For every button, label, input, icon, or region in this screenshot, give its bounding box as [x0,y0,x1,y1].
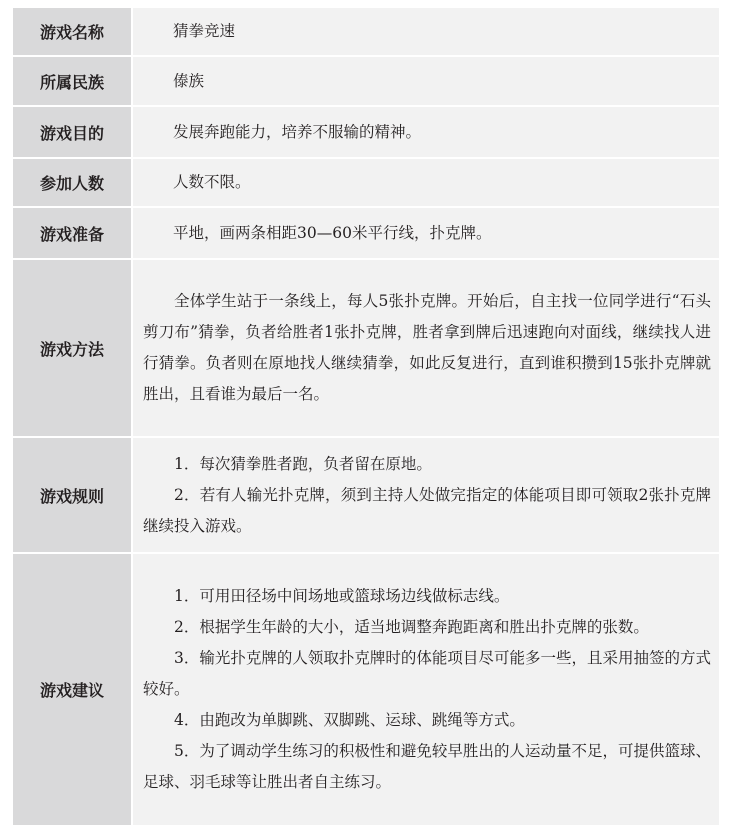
row-paragraph: 全体学生站于一条线上，每人5张扑克牌。开始后，自主找一位同学进行“石头剪刀布”猜拳，负者给胜者1张扑克牌，胜者拿到牌后迅速跑向对面线，继续找人进行猜拳。负者则在原地找人继续猜拳，如此反复进行，直到谁积攒到15张扑克牌就胜出，且看谁为最后一名。 [143,292,711,403]
table-row-ethnicity [13,56,719,106]
row-paragraph: 1．可用田径场中间场地或篮球场边线做标志线。 [174,587,510,605]
row-value [132,8,719,56]
row-paragraph: 4．由跑改为单脚跳、双脚跳、运球、跳绳等方式。 [174,711,525,729]
row-paragraph: 平地，画两条相距30—60米平行线，扑克牌。 [173,223,492,242]
table-row-name [13,8,719,56]
row-value [132,106,719,158]
table-row-method [13,259,719,437]
table-row-rules [13,437,719,553]
row-paragraph: 猜拳竞速 [173,22,236,40]
game-info-table [13,8,719,827]
row-value [132,158,719,207]
row-label: 游戏规则 [13,437,132,553]
row-value [132,56,719,106]
table-row-participants [13,158,719,207]
row-paragraph: 傣族 [173,71,205,90]
row-value [132,437,719,553]
row-paragraph: 发展奔跑能力，培养不服输的精神。 [173,122,422,141]
row-paragraph: 1．每次猜拳胜者跑，负者留在原地。 [174,454,432,473]
row-value [132,259,719,437]
row-label: 游戏方法 [13,259,132,437]
row-label: 游戏建议 [13,553,132,826]
table-row-suggestions [13,553,719,826]
row-paragraph: 人数不限。 [173,173,251,191]
row-paragraph: 3．输光扑克牌的人领取扑克牌时的体能项目尽可能多一些，且采用抽签的方式较好。 [143,649,711,698]
row-label: 游戏准备 [13,207,132,259]
table-row-preparation [13,207,719,259]
row-label: 参加人数 [13,158,132,207]
row-label: 所属民族 [13,56,132,106]
row-value [132,553,719,826]
table-row-purpose [13,106,719,158]
row-label: 游戏目的 [13,106,132,158]
row-paragraph: 5．为了调动学生练习的积极性和避免较早胜出的人运动量不足，可提供篮球、足球、羽毛球等让胜出者自主练习。 [143,742,711,791]
row-value [132,207,719,259]
row-paragraph: 2．若有人输光扑克牌，须到主持人处做完指定的体能项目即可领取2张扑克牌继续投入游戏。 [143,485,711,535]
row-label: 游戏名称 [13,8,132,56]
table-body [13,8,719,826]
row-paragraph: 2．根据学生年龄的大小，适当地调整奔跑距离和胜出扑克牌的张数。 [174,618,649,636]
game-info-sheet [13,8,719,827]
